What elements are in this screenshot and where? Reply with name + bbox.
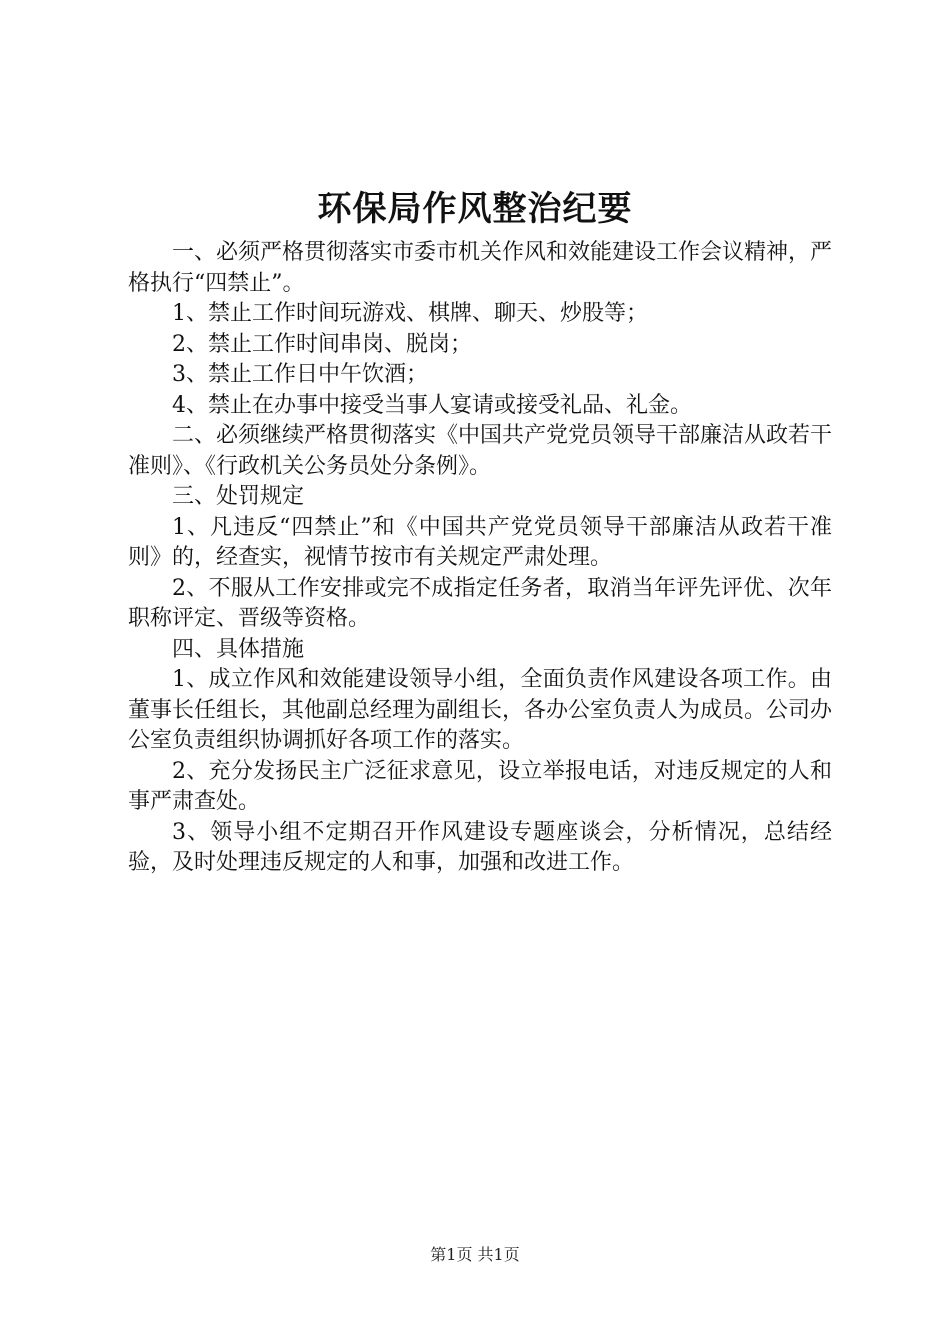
paragraph-item: 1、成立作风和效能建设领导小组，全面负责作风建设各项工作。由董事长任组长，其他副总经理为副组长，各办公室负责人为成员。公司办公室负责组织协调抓好各项工作的落实。	[128, 667, 833, 753]
paragraph-section-1: 一、必须严格贯彻落实市委市机关作风和效能建设工作会议精神，严格执行“四禁止”。	[128, 240, 833, 296]
paragraph-item: 1、禁止工作时间玩游戏、棋牌、聊天、炒股等；	[172, 301, 648, 326]
paragraph-item: 3、领导小组不定期召开作风建设专题座谈会，分析情况，总结经验，及时处理违反规定的人和事，加强和改进工作。	[128, 819, 832, 875]
page-number-footer: 第1页 共1页	[430, 1245, 520, 1264]
paragraph-item: 4、禁止在办事中接受当事人宴请或接受礼品、礼金。	[172, 392, 692, 418]
paragraph-item: 1、凡违反“四禁止”和《中国共产党党员领导干部廉洁从政若干准则》的，经查实，视情节按市有关规定严肃处理。	[128, 514, 832, 570]
paragraph-section-2: 二、必须继续严格贯彻落实《中国共产党党员领导干部廉洁从政若干准则》、《行政机关公务员处分条例》。	[128, 423, 833, 479]
document-title: 环保局作风整治纪要	[317, 189, 633, 229]
paragraph-item: 2、禁止工作时间串岗、脱岗；	[172, 331, 472, 357]
paragraph-item: 3、禁止工作日中午饮酒；	[172, 362, 428, 387]
paragraph-item: 2、不服从工作安排或完不成指定任务者，取消当年评先评优、次年职称评定、晋级等资格。	[128, 575, 832, 631]
paragraph-item: 2、充分发扬民主广泛征求意见，设立举报电话，对违反规定的人和事严肃查处。	[128, 758, 832, 814]
paragraph-section-4: 四、具体措施	[172, 636, 305, 662]
paragraph-section-3: 三、处罚规定	[172, 484, 305, 509]
document-body	[128, 238, 832, 879]
